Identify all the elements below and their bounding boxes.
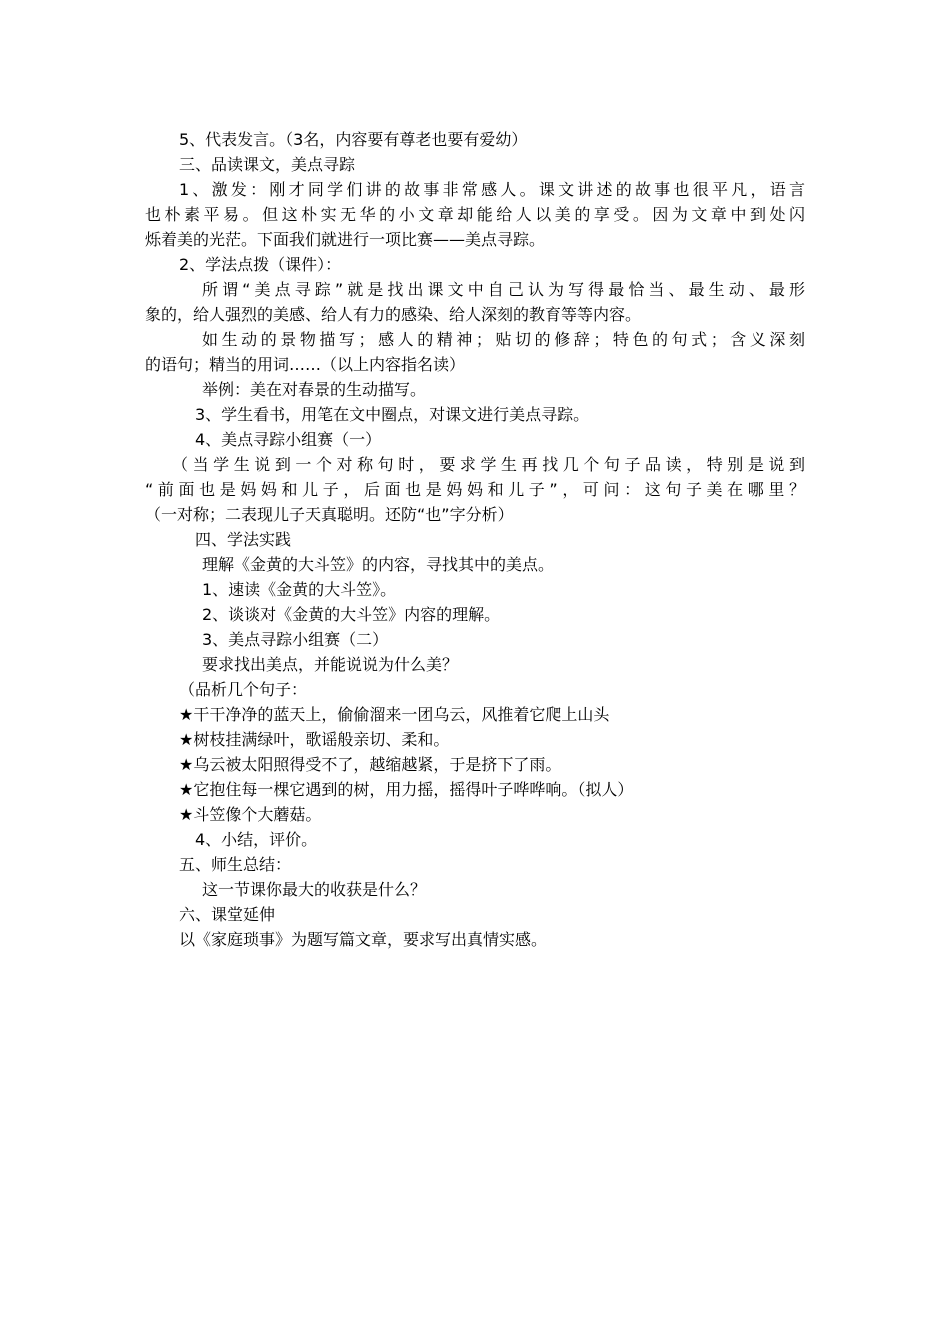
text-line: 3、美点寻踪小组赛（二） xyxy=(202,630,389,649)
text-line: 烁着美的光茫。下面我们就进行一项比赛——美点寻踪。 xyxy=(145,230,546,249)
text-line: 所谓“美点寻踪”就是找出课文中自己认为写得最恰当、最生动、最形 xyxy=(202,280,805,299)
text-line: 这一节课你最大的收获是什么？ xyxy=(202,880,427,899)
text-line: 象的，给人强烈的美感、给人有力的感染、给人深刻的教育等等内容。 xyxy=(145,305,642,324)
text-line: 1、速读《金黄的大斗笠》。 xyxy=(202,580,397,599)
text-line: 4、小结，评价。 xyxy=(195,830,318,849)
text-line: （当学生说到一个对称句时，要求学生再找几个句子品读，特别是说到 xyxy=(172,455,805,474)
list-item: ★它抱住每一棵它遇到的树，用力摇，摇得叶子哗哗响。（拟人） xyxy=(179,780,634,799)
text-line: 2、学法点拨（课件）： xyxy=(179,255,342,274)
text-line: （一对称；二表现儿子天真聪明。还防“也”字分析） xyxy=(145,505,514,524)
text-line: 4、美点寻踪小组赛（一） xyxy=(195,430,382,449)
text-line: 3、学生看书，用笔在文中圈点，对课文进行美点寻踪。 xyxy=(195,405,590,424)
text-line: 如生动的景物描写；感人的精神；贴切的修辞；特色的句式；含义深刻 xyxy=(202,330,805,349)
text-line: 举例：美在对春景的生动描写。 xyxy=(202,380,427,399)
section-heading: 三、品读课文，美点寻踪 xyxy=(179,155,356,174)
list-item: ★干干净净的蓝天上，偷偷溜来一团乌云，风推着它爬上山头 xyxy=(179,705,610,724)
section-heading: 四、学法实践 xyxy=(195,530,292,549)
text-line: 以《家庭琐事》为题写篇文章，要求写出真情实感。 xyxy=(179,930,548,949)
text-line: 的语句；精当的用词……（以上内容指名读） xyxy=(145,355,466,374)
text-line: 理解《金黄的大斗笠》的内容，寻找其中的美点。 xyxy=(202,555,555,574)
text-line: “前面也是妈妈和儿子，后面也是妈妈和儿子”，可问：这句子美在哪里？ xyxy=(145,480,805,499)
text-line: 要求找出美点，并能说说为什么美？ xyxy=(202,655,459,674)
list-item: ★树枝挂满绿叶，歌谣般亲切、柔和。 xyxy=(179,730,450,749)
text-line: 2、谈谈对《金黄的大斗笠》内容的理解。 xyxy=(202,605,501,624)
list-item: ★乌云被太阳照得受不了，越缩越紧，于是挤下了雨。 xyxy=(179,755,562,774)
text-line: 也朴素平易。但这朴实无华的小文章却能给人以美的享受。因为文章中到处闪 xyxy=(145,205,805,224)
text-line: （品析几个句子： xyxy=(179,680,308,699)
text-line: 5、代表发言。（3名，内容要有尊老也要有爱幼） xyxy=(179,130,528,149)
section-heading: 六、课堂延伸 xyxy=(179,905,276,924)
text-line: 1、激发：刚才同学们讲的故事非常感人。课文讲述的故事也很平凡，语言 xyxy=(179,180,805,199)
section-heading: 五、师生总结： xyxy=(179,855,292,874)
list-item: ★斗笠像个大蘑菇。 xyxy=(179,805,322,824)
